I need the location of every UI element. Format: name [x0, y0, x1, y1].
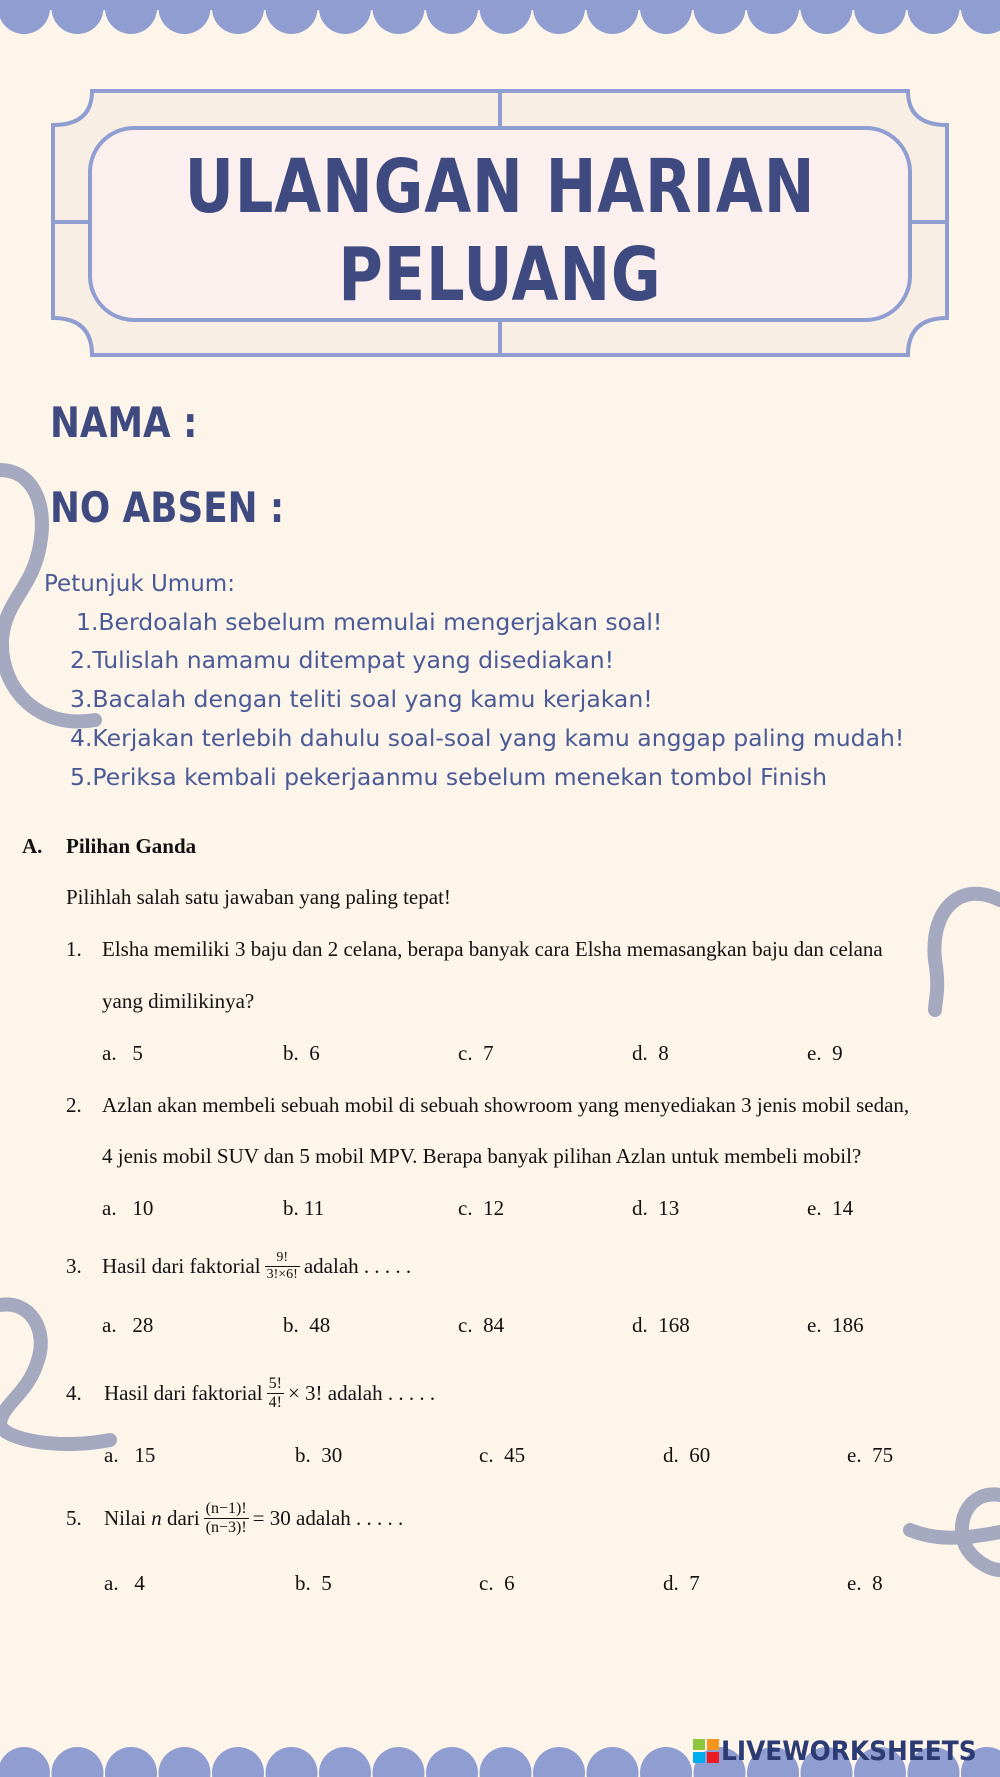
option-b[interactable]: b. 5: [295, 1571, 332, 1595]
option-d[interactable]: d. 13: [632, 1196, 680, 1220]
section-instruction: Pilihlah salah satu jawaban yang paling tepat!: [66, 885, 451, 909]
option-d[interactable]: d. 7: [663, 1571, 700, 1595]
option-c[interactable]: c. 84: [458, 1313, 505, 1337]
question-2-number: 2.: [66, 1093, 82, 1117]
option-e[interactable]: e. 186: [807, 1313, 864, 1337]
question-2-text: Azlan akan membeli sebuah mobil di sebuah showroom yang menyediakan 3 jenis mobil sedan,: [102, 1093, 910, 1117]
question-3-number: 3.: [66, 1254, 82, 1278]
question-3-text: Hasil dari faktorial $\frac{9!}{3!\times 6!}$ adalah . . . . .: [102, 1250, 412, 1282]
logo-text: LIVEWORKSHEETS: [721, 1735, 977, 1767]
option-a[interactable]: a. 4: [104, 1571, 145, 1595]
section-letter: A.: [22, 834, 43, 858]
option-e[interactable]: e. 9: [807, 1041, 843, 1065]
question-4-number: 4.: [66, 1381, 82, 1405]
question-5-text: Nilai n dari $\frac{(n-1)!}{(n-3)!}$ = 30 adalah . . . . .: [104, 1499, 404, 1536]
swirl-right-top: [934, 894, 1000, 1010]
title-line-2: PELUANG: [338, 232, 662, 318]
option-c[interactable]: c. 45: [479, 1443, 526, 1467]
fraction: $\frac{5!}{4!}$: [268, 1374, 282, 1411]
fraction: $\frac{(n-1)!}{(n-3)!}$: [205, 1499, 247, 1536]
instruction-item-4: 4.Kerjakan terlebih dahulu soal-soal yang kamu anggap paling mudah!: [70, 724, 905, 752]
option-c[interactable]: c. 6: [479, 1571, 515, 1595]
option-d[interactable]: d. 168: [632, 1313, 690, 1337]
liveworksheets-logo[interactable]: [692, 1736, 999, 1766]
option-b[interactable]: b. 6: [283, 1041, 320, 1065]
option-b[interactable]: b. 48: [283, 1313, 331, 1337]
nama-label: NAMA :: [50, 398, 198, 447]
question-1-text: Elsha memiliki 3 baju dan 2 celana, berapa banyak cara Elsha memasangkan baju dan celana: [102, 937, 883, 961]
option-e[interactable]: e. 75: [847, 1443, 894, 1467]
logo-icon: [692, 1737, 720, 1765]
instruction-item-2: 2.Tulislah namamu ditempat yang disediakan!: [70, 646, 615, 674]
fraction: $\frac{9!}{3!\times 6!}$: [266, 1250, 298, 1282]
swirl-left-bottom: [0, 1304, 110, 1444]
option-d[interactable]: d. 8: [632, 1041, 669, 1065]
option-d[interactable]: d. 60: [663, 1443, 711, 1467]
question-1-number: 1.: [66, 937, 82, 961]
section-title: Pilihan Ganda: [66, 834, 197, 858]
title-line-1: ULANGAN HARIAN: [184, 144, 816, 230]
swirl-right-bottom-tail: [910, 1530, 1000, 1538]
option-b[interactable]: b. 30: [295, 1443, 343, 1467]
option-c[interactable]: c. 7: [458, 1041, 494, 1065]
instruction-item-1: 1.Berdoalah sebelum memulai mengerjakan soal!: [76, 608, 663, 636]
instructions-heading: Petunjuk Umum:: [44, 571, 235, 597]
option-a[interactable]: a. 10: [102, 1196, 154, 1220]
option-a[interactable]: a. 28: [102, 1313, 154, 1337]
option-e[interactable]: e. 8: [847, 1571, 883, 1595]
question-4-text: Hasil dari faktorial $\frac{5!}{4!}$ × 3! adalah . . . . .: [104, 1374, 436, 1411]
option-b[interactable]: b. 11: [283, 1196, 325, 1220]
question-1-text-cont: yang dimilikinya?: [102, 989, 255, 1013]
no-absen-label: NO ABSEN :: [50, 483, 285, 532]
option-a[interactable]: a. 15: [104, 1443, 156, 1467]
question-2-text-cont: 4 jenis mobil SUV dan 5 mobil MPV. Berapa banyak pilihan Azlan untuk membeli mobil?: [102, 1144, 862, 1168]
option-c[interactable]: c. 12: [458, 1196, 505, 1220]
instruction-item-3: 3.Bacalah dengan teliti soal yang kamu kerjakan!: [70, 685, 653, 713]
option-a[interactable]: a. 5: [102, 1041, 143, 1065]
question-5-number: 5.: [66, 1506, 82, 1530]
option-e[interactable]: e. 14: [807, 1196, 854, 1220]
instruction-item-5: 5.Periksa kembali pekerjaanmu sebelum menekan tombol Finish: [70, 763, 828, 791]
